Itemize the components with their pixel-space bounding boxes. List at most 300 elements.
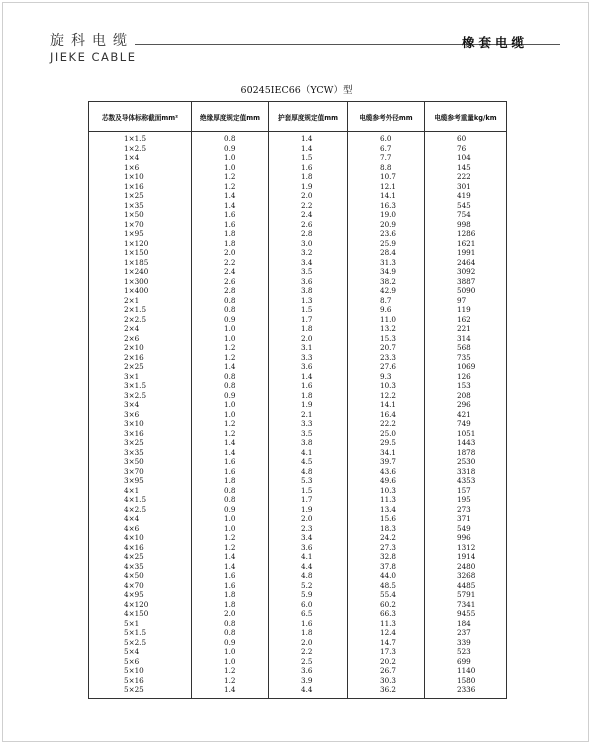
- cell-diameter: 14.1: [348, 400, 425, 410]
- table-row: [89, 144, 507, 154]
- cell-cross-section: 4×70: [89, 581, 192, 591]
- cell-sheath: 4.1: [269, 448, 348, 458]
- cell-insulation: 1.4: [192, 362, 269, 372]
- cell-weight: 1140: [425, 666, 507, 676]
- cell-weight: 237: [425, 628, 507, 638]
- table-row: [89, 191, 507, 201]
- cell-weight: 222: [425, 172, 507, 182]
- cell-insulation: 0.8: [192, 619, 269, 629]
- cell-sheath: 1.7: [269, 315, 348, 325]
- cell-weight: 76: [425, 144, 507, 154]
- cell-weight: 97: [425, 296, 507, 306]
- table-row: [89, 182, 507, 192]
- cell-cross-section: 1×2.5: [89, 144, 192, 154]
- cell-cross-section: 5×6: [89, 657, 192, 667]
- cell-insulation: 1.2: [192, 419, 269, 429]
- cell-weight: 195: [425, 495, 507, 505]
- cell-cross-section: 1×70: [89, 220, 192, 230]
- cell-insulation: 1.6: [192, 210, 269, 220]
- cell-sheath: 1.4: [269, 144, 348, 154]
- cell-diameter: 66.3: [348, 609, 425, 619]
- table-row: [89, 505, 507, 515]
- table-row: [89, 495, 507, 505]
- cell-sheath: 4.5: [269, 457, 348, 467]
- cell-diameter: 7.7: [348, 153, 425, 163]
- cell-weight: 3887: [425, 277, 507, 287]
- table-row: [89, 334, 507, 344]
- cell-insulation: 2.4: [192, 267, 269, 277]
- cell-insulation: 1.4: [192, 562, 269, 572]
- cell-sheath: 4.4: [269, 562, 348, 572]
- table-row: [89, 372, 507, 382]
- cell-cross-section: 2×2.5: [89, 315, 192, 325]
- cell-sheath: 1.6: [269, 381, 348, 391]
- cell-cross-section: 1×50: [89, 210, 192, 220]
- cell-weight: 339: [425, 638, 507, 648]
- cell-insulation: 1.8: [192, 600, 269, 610]
- cell-diameter: 38.2: [348, 277, 425, 287]
- cell-sheath: 4.8: [269, 467, 348, 477]
- cell-cross-section: 2×4: [89, 324, 192, 334]
- cell-weight: 296: [425, 400, 507, 410]
- cell-insulation: 1.4: [192, 201, 269, 211]
- cell-sheath: 5.3: [269, 476, 348, 486]
- cell-sheath: 2.1: [269, 410, 348, 420]
- cell-cross-section: 1×6: [89, 163, 192, 173]
- table-row: [89, 457, 507, 467]
- cell-insulation: 1.2: [192, 172, 269, 182]
- cell-weight: 2464: [425, 258, 507, 268]
- table-row: [89, 543, 507, 553]
- cell-insulation: 1.0: [192, 324, 269, 334]
- header-insulation: 绝缘厚度规定值mm: [192, 102, 269, 132]
- cell-diameter: 43.6: [348, 467, 425, 477]
- cell-sheath: 3.6: [269, 666, 348, 676]
- cell-insulation: 0.9: [192, 315, 269, 325]
- table-row: [89, 248, 507, 258]
- cell-insulation: 0.9: [192, 391, 269, 401]
- table-row: [89, 552, 507, 562]
- table-row: [89, 286, 507, 296]
- cell-sheath: 2.0: [269, 334, 348, 344]
- table-row: [89, 410, 507, 420]
- cell-cross-section: 3×1.5: [89, 381, 192, 391]
- cell-sheath: 1.6: [269, 163, 348, 173]
- cell-sheath: 3.6: [269, 362, 348, 372]
- cell-weight: 184: [425, 619, 507, 629]
- cell-diameter: 6.0: [348, 132, 425, 144]
- cell-insulation: 1.6: [192, 467, 269, 477]
- cell-cross-section: 3×95: [89, 476, 192, 486]
- cell-weight: 2480: [425, 562, 507, 572]
- cell-weight: 3092: [425, 267, 507, 277]
- brand-name-cn: 旋科电缆: [50, 33, 134, 49]
- table-row: [89, 239, 507, 249]
- cell-diameter: 24.2: [348, 533, 425, 543]
- cell-sheath: 1.9: [269, 400, 348, 410]
- cell-weight: 60: [425, 132, 507, 144]
- cell-insulation: 0.9: [192, 638, 269, 648]
- cell-diameter: 13.4: [348, 505, 425, 515]
- cell-sheath: 2.3: [269, 524, 348, 534]
- cell-diameter: 11.3: [348, 495, 425, 505]
- cell-diameter: 22.2: [348, 419, 425, 429]
- cell-weight: 735: [425, 353, 507, 363]
- cell-insulation: 1.8: [192, 239, 269, 249]
- cell-cross-section: 5×25: [89, 685, 192, 698]
- cell-diameter: 11.3: [348, 619, 425, 629]
- cell-sheath: 3.6: [269, 543, 348, 553]
- table-row: [89, 619, 507, 629]
- table-row: [89, 229, 507, 239]
- table-row: [89, 419, 507, 429]
- table-row: [89, 343, 507, 353]
- cell-cross-section: 5×4: [89, 647, 192, 657]
- cell-diameter: 15.3: [348, 334, 425, 344]
- cell-insulation: 1.2: [192, 429, 269, 439]
- header-row: [89, 102, 507, 132]
- cell-weight: 9455: [425, 609, 507, 619]
- cell-cross-section: 4×4: [89, 514, 192, 524]
- table-row: [89, 210, 507, 220]
- cell-diameter: 27.3: [348, 543, 425, 553]
- cell-diameter: 10.3: [348, 486, 425, 496]
- cell-cross-section: 3×10: [89, 419, 192, 429]
- table-row: [89, 132, 507, 144]
- table-row: [89, 362, 507, 372]
- cell-cross-section: 1×185: [89, 258, 192, 268]
- cell-diameter: 20.7: [348, 343, 425, 353]
- cell-cross-section: 5×1: [89, 619, 192, 629]
- cell-sheath: 3.9: [269, 676, 348, 686]
- cell-diameter: 60.2: [348, 600, 425, 610]
- cell-diameter: 10.3: [348, 381, 425, 391]
- cell-cross-section: 1×150: [89, 248, 192, 258]
- cell-insulation: 0.9: [192, 144, 269, 154]
- cell-cross-section: 1×400: [89, 286, 192, 296]
- cell-cross-section: 4×1.5: [89, 495, 192, 505]
- cell-cross-section: 3×1: [89, 372, 192, 382]
- cell-weight: 2336: [425, 685, 507, 698]
- cell-diameter: 8.7: [348, 296, 425, 306]
- cell-diameter: 32.8: [348, 552, 425, 562]
- cell-diameter: 10.7: [348, 172, 425, 182]
- cell-cross-section: 3×16: [89, 429, 192, 439]
- cell-insulation: 0.8: [192, 495, 269, 505]
- cell-sheath: 2.0: [269, 514, 348, 524]
- cell-weight: 419: [425, 191, 507, 201]
- cell-insulation: 1.0: [192, 163, 269, 173]
- cell-diameter: 9.3: [348, 372, 425, 382]
- cell-diameter: 16.4: [348, 410, 425, 420]
- cell-weight: 301: [425, 182, 507, 192]
- cell-cross-section: 4×35: [89, 562, 192, 572]
- cell-cross-section: 3×6: [89, 410, 192, 420]
- header-diameter: 电缆参考外径mm: [348, 102, 425, 132]
- cell-diameter: 29.5: [348, 438, 425, 448]
- cell-sheath: 1.8: [269, 391, 348, 401]
- cell-insulation: 1.8: [192, 476, 269, 486]
- cell-weight: 153: [425, 381, 507, 391]
- table-row: [89, 676, 507, 686]
- cell-weight: 1286: [425, 229, 507, 239]
- table-row: [89, 277, 507, 287]
- cell-insulation: 1.4: [192, 552, 269, 562]
- cell-cross-section: 1×35: [89, 201, 192, 211]
- cell-insulation: 1.2: [192, 676, 269, 686]
- cell-cross-section: 1×120: [89, 239, 192, 249]
- cell-diameter: 34.1: [348, 448, 425, 458]
- category-title: 橡套电缆: [462, 35, 529, 50]
- cell-diameter: 16.3: [348, 201, 425, 211]
- cell-sheath: 3.8: [269, 286, 348, 296]
- cell-diameter: 36.2: [348, 685, 425, 698]
- table-row: [89, 685, 507, 698]
- cell-diameter: 14.1: [348, 191, 425, 201]
- cell-insulation: 0.8: [192, 628, 269, 638]
- cell-weight: 119: [425, 305, 507, 315]
- cell-sheath: 3.1: [269, 343, 348, 353]
- cell-weight: 2530: [425, 457, 507, 467]
- table-row: [89, 201, 507, 211]
- cell-sheath: 3.0: [269, 239, 348, 249]
- cell-weight: 3268: [425, 571, 507, 581]
- cell-insulation: 1.6: [192, 220, 269, 230]
- cell-cross-section: 3×25: [89, 438, 192, 448]
- cell-cross-section: 2×6: [89, 334, 192, 344]
- cell-sheath: 1.3: [269, 296, 348, 306]
- spec-table: [88, 101, 507, 699]
- cell-weight: 1069: [425, 362, 507, 372]
- table-title: 60245IEC66（YCW）型: [240, 85, 353, 96]
- table-row: [89, 590, 507, 600]
- cell-cross-section: 4×2.5: [89, 505, 192, 515]
- table-row: [89, 267, 507, 277]
- cell-cross-section: 3×4: [89, 400, 192, 410]
- cell-cross-section: 3×50: [89, 457, 192, 467]
- table-row: [89, 571, 507, 581]
- cell-sheath: 2.2: [269, 201, 348, 211]
- cell-weight: 4353: [425, 476, 507, 486]
- cell-weight: 5090: [425, 286, 507, 296]
- table-row: [89, 381, 507, 391]
- cell-diameter: 13.2: [348, 324, 425, 334]
- cell-cross-section: 2×1.5: [89, 305, 192, 315]
- cell-diameter: 48.5: [348, 581, 425, 591]
- cell-sheath: 3.4: [269, 533, 348, 543]
- cell-insulation: 1.6: [192, 571, 269, 581]
- cell-diameter: 27.6: [348, 362, 425, 372]
- cell-weight: 1878: [425, 448, 507, 458]
- cell-diameter: 39.7: [348, 457, 425, 467]
- cell-insulation: 1.0: [192, 514, 269, 524]
- cell-insulation: 0.8: [192, 132, 269, 144]
- table-row: [89, 562, 507, 572]
- table-row: [89, 609, 507, 619]
- cell-diameter: 44.0: [348, 571, 425, 581]
- cell-sheath: 2.4: [269, 210, 348, 220]
- cell-diameter: 31.3: [348, 258, 425, 268]
- cell-cross-section: 1×16: [89, 182, 192, 192]
- cell-weight: 523: [425, 647, 507, 657]
- cell-cross-section: 5×10: [89, 666, 192, 676]
- table-row: [89, 666, 507, 676]
- cell-cross-section: 5×2.5: [89, 638, 192, 648]
- cell-weight: 549: [425, 524, 507, 534]
- cell-diameter: 12.1: [348, 182, 425, 192]
- cell-sheath: 2.2: [269, 647, 348, 657]
- cell-insulation: 0.9: [192, 505, 269, 515]
- cell-weight: 4485: [425, 581, 507, 591]
- table-row: [89, 448, 507, 458]
- cell-cross-section: 4×6: [89, 524, 192, 534]
- table-row: [89, 391, 507, 401]
- cell-weight: 157: [425, 486, 507, 496]
- cell-cross-section: 1×1.5: [89, 132, 192, 144]
- cell-weight: 545: [425, 201, 507, 211]
- cell-sheath: 3.6: [269, 277, 348, 287]
- table-row: [89, 296, 507, 306]
- cell-diameter: 28.4: [348, 248, 425, 258]
- table-row: [89, 514, 507, 524]
- cell-insulation: 1.2: [192, 353, 269, 363]
- cell-insulation: 1.2: [192, 543, 269, 553]
- cell-diameter: 6.7: [348, 144, 425, 154]
- table-body: [89, 132, 507, 699]
- cell-weight: 749: [425, 419, 507, 429]
- cell-sheath: 1.5: [269, 486, 348, 496]
- cell-cross-section: 4×50: [89, 571, 192, 581]
- cell-cross-section: 4×150: [89, 609, 192, 619]
- cell-diameter: 23.3: [348, 353, 425, 363]
- header-sheath: 护套厚度规定值mm: [269, 102, 348, 132]
- cell-diameter: 15.6: [348, 514, 425, 524]
- cell-diameter: 42.9: [348, 286, 425, 296]
- cell-cross-section: 3×70: [89, 467, 192, 477]
- cell-sheath: 4.1: [269, 552, 348, 562]
- cell-diameter: 14.7: [348, 638, 425, 648]
- cell-sheath: 2.6: [269, 220, 348, 230]
- cell-diameter: 49.6: [348, 476, 425, 486]
- table-row: [89, 324, 507, 334]
- cell-diameter: 25.9: [348, 239, 425, 249]
- cell-insulation: 1.0: [192, 647, 269, 657]
- cell-weight: 126: [425, 372, 507, 382]
- cell-sheath: 3.8: [269, 438, 348, 448]
- cell-insulation: 2.2: [192, 258, 269, 268]
- cell-cross-section: 2×10: [89, 343, 192, 353]
- cell-cross-section: 4×16: [89, 543, 192, 553]
- cell-cross-section: 4×120: [89, 600, 192, 610]
- cell-sheath: 1.5: [269, 305, 348, 315]
- cell-insulation: 2.0: [192, 609, 269, 619]
- cell-insulation: 1.2: [192, 666, 269, 676]
- cell-cross-section: 1×240: [89, 267, 192, 277]
- cell-cross-section: 3×2.5: [89, 391, 192, 401]
- cell-sheath: 3.4: [269, 258, 348, 268]
- cell-insulation: 1.0: [192, 657, 269, 667]
- cell-diameter: 17.3: [348, 647, 425, 657]
- cell-insulation: 2.8: [192, 286, 269, 296]
- cell-insulation: 1.4: [192, 438, 269, 448]
- cell-diameter: 12.2: [348, 391, 425, 401]
- cell-insulation: 1.8: [192, 229, 269, 239]
- table-row: [89, 600, 507, 610]
- cell-diameter: 20.9: [348, 220, 425, 230]
- cell-weight: 145: [425, 163, 507, 173]
- cell-insulation: 0.8: [192, 372, 269, 382]
- table-row: [89, 524, 507, 534]
- cell-weight: 996: [425, 533, 507, 543]
- cell-cross-section: 1×25: [89, 191, 192, 201]
- cell-insulation: 1.8: [192, 590, 269, 600]
- cell-diameter: 12.4: [348, 628, 425, 638]
- cell-insulation: 1.0: [192, 410, 269, 420]
- cell-insulation: 1.0: [192, 334, 269, 344]
- cell-sheath: 1.9: [269, 505, 348, 515]
- cell-weight: 699: [425, 657, 507, 667]
- cell-weight: 162: [425, 315, 507, 325]
- cell-sheath: 1.9: [269, 182, 348, 192]
- cell-diameter: 9.6: [348, 305, 425, 315]
- cell-sheath: 2.5: [269, 657, 348, 667]
- cell-insulation: 1.0: [192, 400, 269, 410]
- cell-cross-section: 1×4: [89, 153, 192, 163]
- cell-insulation: 1.4: [192, 191, 269, 201]
- cell-weight: 1914: [425, 552, 507, 562]
- cell-weight: 314: [425, 334, 507, 344]
- cell-sheath: 2.8: [269, 229, 348, 239]
- header-weight: 电缆参考重量kg/km: [425, 102, 507, 132]
- table-row: [89, 581, 507, 591]
- cell-cross-section: 5×16: [89, 676, 192, 686]
- cell-weight: 998: [425, 220, 507, 230]
- cell-weight: 1312: [425, 543, 507, 553]
- cell-cross-section: 4×1: [89, 486, 192, 496]
- cell-weight: 5791: [425, 590, 507, 600]
- cell-insulation: 1.2: [192, 343, 269, 353]
- cell-weight: 1621: [425, 239, 507, 249]
- table-row: [89, 486, 507, 496]
- cell-diameter: 19.0: [348, 210, 425, 220]
- table-row: [89, 467, 507, 477]
- cell-cross-section: 3×35: [89, 448, 192, 458]
- cell-insulation: 1.2: [192, 182, 269, 192]
- cell-sheath: 5.2: [269, 581, 348, 591]
- table-row: [89, 258, 507, 268]
- table-row: [89, 353, 507, 363]
- cell-sheath: 4.4: [269, 685, 348, 698]
- cell-diameter: 55.4: [348, 590, 425, 600]
- cell-weight: 754: [425, 210, 507, 220]
- cell-insulation: 1.6: [192, 581, 269, 591]
- cell-weight: 208: [425, 391, 507, 401]
- cell-diameter: 8.8: [348, 163, 425, 173]
- cell-sheath: 6.0: [269, 600, 348, 610]
- cell-weight: 3318: [425, 467, 507, 477]
- table-row: [89, 533, 507, 543]
- cell-cross-section: 4×95: [89, 590, 192, 600]
- cell-diameter: 11.0: [348, 315, 425, 325]
- cell-sheath: 3.3: [269, 419, 348, 429]
- cell-diameter: 20.2: [348, 657, 425, 667]
- cell-diameter: 26.7: [348, 666, 425, 676]
- cell-cross-section: 2×16: [89, 353, 192, 363]
- cell-cross-section: 1×300: [89, 277, 192, 287]
- cell-diameter: 23.6: [348, 229, 425, 239]
- table-row: [89, 220, 507, 230]
- cell-diameter: 34.9: [348, 267, 425, 277]
